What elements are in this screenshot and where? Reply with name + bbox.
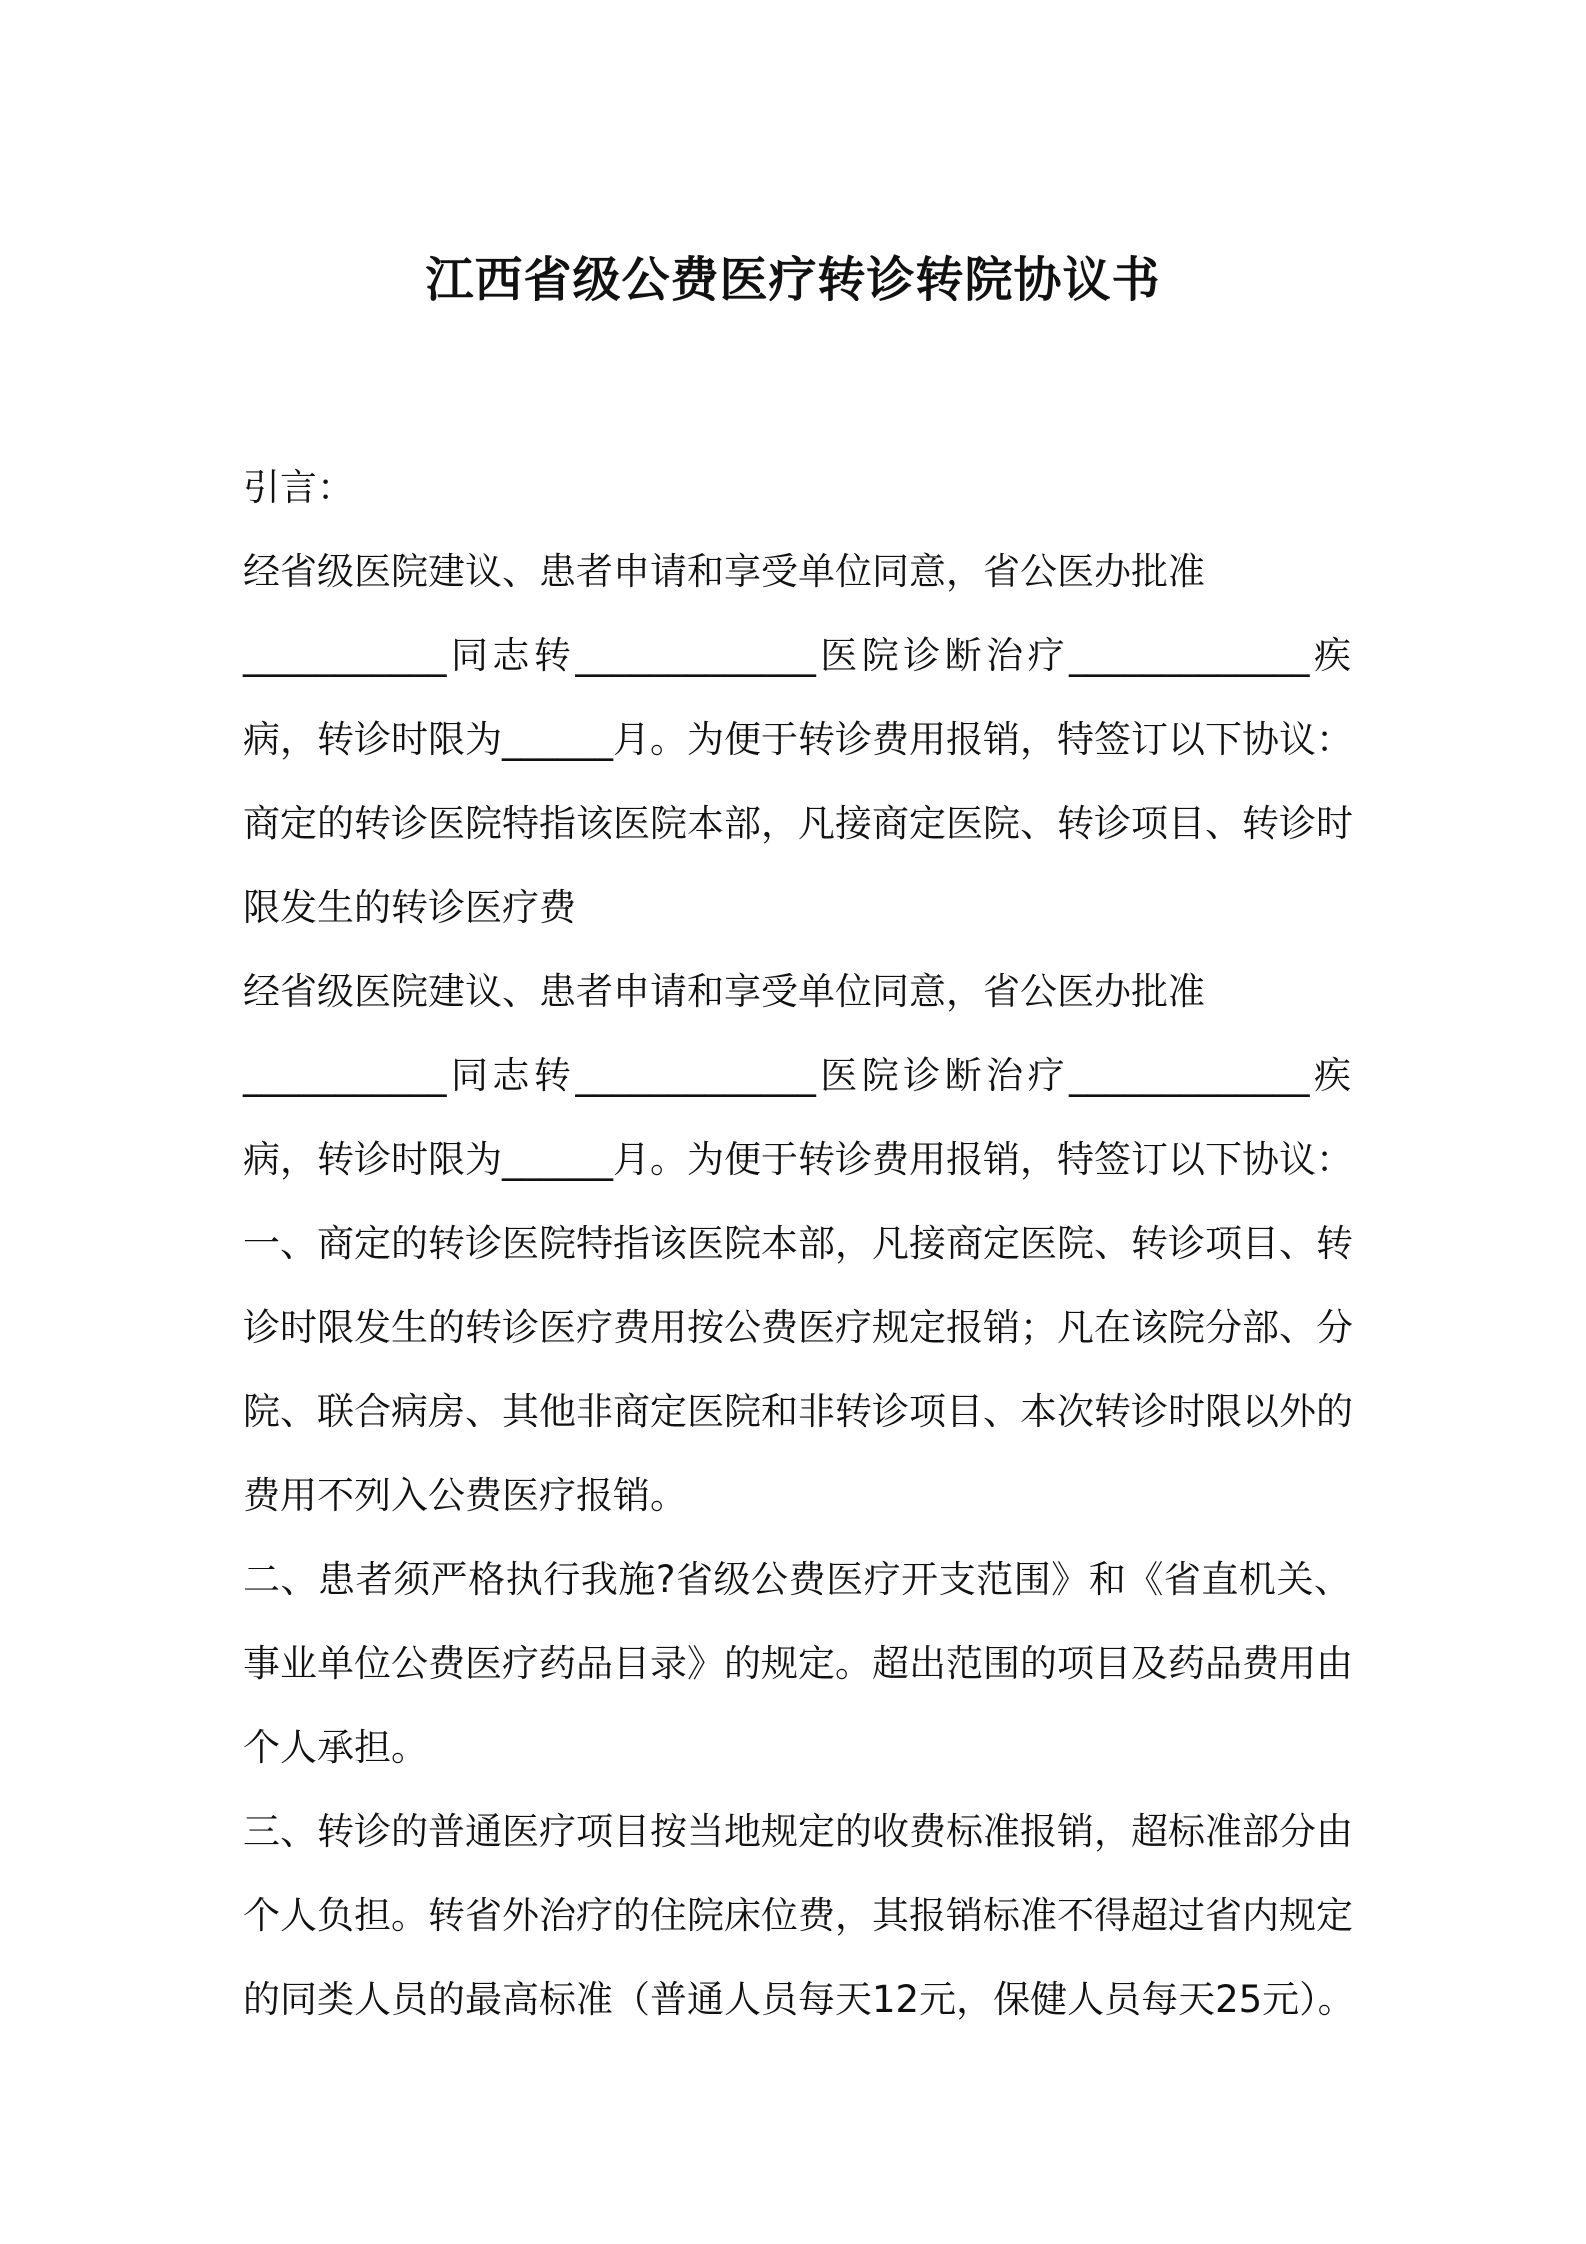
document-body (243, 446, 1363, 2042)
body-line: 病，转诊时限为______月。为便于转诊费用报销，特签订以下协议： (243, 1138, 1353, 1181)
body-line: 经省级医院建议、患者申请和享受单位同意，省公医办批准 (243, 550, 1205, 593)
body-line: ___________同志转_____________医院诊断治疗_____________疾 (243, 634, 1351, 677)
body-line: 诊时限发生的转诊医疗费用按公费医疗规定报销；凡在该院分部、分 (243, 1306, 1353, 1349)
body-line: ___________同志转_____________医院诊断治疗_____________疾 (243, 1054, 1351, 1097)
body-line: 个人负担。转省外治疗的住院床位费，其报销标准不得超过省内规定 (243, 1894, 1353, 1937)
body-line: 引言： (243, 466, 354, 509)
body-line: 费用不列入公费医疗报销。 (243, 1474, 687, 1517)
body-line: 三、转诊的普通医疗项目按当地规定的收费标准报销，超标准部分由 (243, 1810, 1353, 1853)
body-line: 经省级医院建议、患者申请和享受单位同意，省公医办批准 (243, 970, 1205, 1013)
body-line: 的同类人员的最高标准（普通人员每天12元，保健人员每天25元）。 (243, 1978, 1355, 2021)
body-line: 一、商定的转诊医院特指该医院本部，凡接商定医院、转诊项目、转 (243, 1222, 1353, 1265)
body-line: 二、患者须严格执行我施?省级公费医疗开支范围》和《省直机关、 (243, 1558, 1351, 1601)
body-line: 院、联合病房、其他非商定医院和非转诊项目、本次转诊时限以外的 (243, 1390, 1353, 1433)
body-line: 限发生的转诊医疗费 (243, 886, 576, 929)
body-line: 病，转诊时限为______月。为便于转诊费用报销，特签订以下协议： (243, 718, 1353, 761)
document-title: 江西省级公费医疗转诊转院协议书 (425, 252, 1161, 308)
body-line: 个人承担。 (243, 1726, 428, 1769)
body-line: 商定的转诊医院特指该医院本部，凡接商定医院、转诊项目、转诊时 (243, 802, 1353, 845)
body-line: 事业单位公费医疗药品目录》的规定。超出范围的项目及药品费用由 (243, 1642, 1353, 1685)
